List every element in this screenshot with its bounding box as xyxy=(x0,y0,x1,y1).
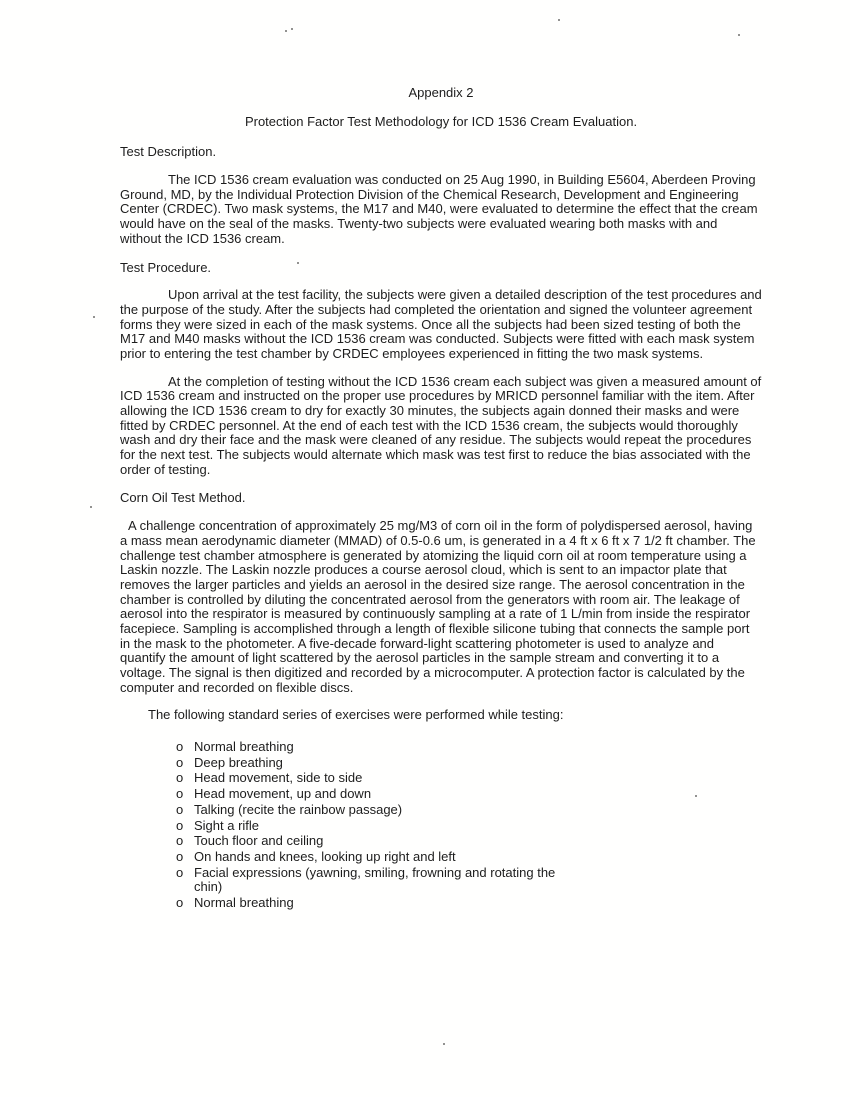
list-bullet: o xyxy=(176,739,184,755)
corn-oil-paragraph: A challenge concentration of approximately 25 mg/M3 of corn oil in the form of polydispersed aerosol, having a mass mean aerodynamic diameter (MMAD) of 0.5-0.6 um, is generated in a 4 ft x 6 ft x 7 1/2 ft chamber. The challenge test chamber atmosphere is generated by atomizing the liquid corn oil at room temperature using a Laskin nozzle. The Laskin nozzle produces a course aerosol cloud, which is sent to an impactor plate that removes the larger particles and yields an aerosol in the desired size range. The aerosol concentration in the chamber is controlled by diluting the concentrated aerosol from the generators with room air. The leakage of aerosol into the respirator is measured by continuously sampling at a rate of 1 L/min from inside the respirator facepiece. Sampling is accomplished through a length of flexible silicone tubing that connects the sample port in the mask to the photometer. A five-decade forward-light scattering photometer is used to analyze and quantify the amount of light scattered by the aerosol particles in the sample stream and converting it to a voltage. The signal is then digitized and recorded by a microcomputer. A protection factor is calculated by the computer and recorded on flexible discs. xyxy=(120,518,756,695)
list-bullet: o xyxy=(176,864,184,880)
exercises-intro: The following standard series of exercises were performed while testing: xyxy=(148,707,564,723)
section-test-description xyxy=(120,145,762,246)
list-item-label: Talking (recite the rainbow passage) xyxy=(194,801,403,817)
scan-speck xyxy=(93,316,95,318)
list-item xyxy=(176,866,558,895)
list-item xyxy=(176,803,558,818)
exercise-list xyxy=(176,740,762,911)
list-item-label: Normal breathing xyxy=(194,894,294,910)
list-bullet: o xyxy=(176,770,184,786)
scan-speck xyxy=(297,262,299,264)
list-item-label: On hands and knees, looking up right and left xyxy=(194,848,456,864)
scan-speck xyxy=(738,34,740,36)
section-heading-test-procedure: Test Procedure. xyxy=(120,259,212,275)
scan-speck xyxy=(558,19,560,21)
list-bullet: o xyxy=(176,894,184,910)
list-item xyxy=(176,756,558,771)
list-item xyxy=(176,819,558,834)
list-bullet: o xyxy=(176,833,184,849)
list-bullet: o xyxy=(176,754,184,770)
scan-speck xyxy=(695,795,697,797)
list-item-label: Deep breathing xyxy=(194,754,283,770)
section-heading-corn-oil: Corn Oil Test Method. xyxy=(120,490,246,506)
scan-speck xyxy=(291,28,293,30)
list-item xyxy=(176,740,558,755)
test-procedure-paragraph-2: At the completion of testing without the ICD 1536 cream each subject was given a measured amount of ICD 1536 cream and instructed on the proper use procedures by MRICD personnel familiar with the item. After allowing the ICD 1536 cream to dry for exactly 30 minutes, the subjects again donned their masks and were fitted by CRDEC personnel. At the end of each test with the ICD 1536 cream, the subjects would thoroughly wash and dry their face and the mask were cleaned of any residue. The subjects would repeat the procedures for the next test. The subjects would alternate which mask was test first to reduce the bias associated with the order of testing. xyxy=(120,373,762,477)
list-bullet: o xyxy=(176,801,184,817)
scan-speck xyxy=(90,506,92,508)
scan-speck xyxy=(285,30,287,32)
list-item-label: Touch floor and ceiling xyxy=(194,833,324,849)
section-corn-oil-test-method xyxy=(120,491,762,910)
appendix-label: Appendix 2 xyxy=(408,85,474,100)
list-item xyxy=(176,896,558,911)
list-item-label: Facial expressions (yawning, smiling, frowning and rotating the chin) xyxy=(194,864,556,895)
section-heading-test-description: Test Description. xyxy=(120,144,217,160)
test-procedure-paragraph-1: Upon arrival at the test facility, the subjects were given a detailed description of the test procedures and the purpose of the study. After the subjects had completed the orientation and signed the volunteer agreement forms they were sized in each of the mask systems. Once all the subjects had been sized testing of both the M17 and M40 masks without the ICD 1536 cream was conducted. Subjects were fitted with each mask system prior to entering the test chamber by CRDEC employees experienced in fitting the two mask systems. xyxy=(120,287,762,361)
list-item-label: Head movement, up and down xyxy=(194,786,372,802)
section-test-procedure xyxy=(120,261,762,478)
list-item xyxy=(176,771,558,786)
list-bullet: o xyxy=(176,786,184,802)
list-item-label: Head movement, side to side xyxy=(194,770,363,786)
list-item xyxy=(176,787,558,802)
list-item-label: Sight a rifle xyxy=(194,817,260,833)
list-item-label: Normal breathing xyxy=(194,739,294,755)
page-title: Protection Factor Test Methodology for ICD 1536 Cream Evaluation. xyxy=(244,113,638,129)
list-bullet: o xyxy=(176,848,184,864)
list-item xyxy=(176,850,558,865)
scan-speck xyxy=(443,1043,445,1045)
test-description-paragraph: The ICD 1536 cream evaluation was conducted on 25 Aug 1990, in Building E5604, Aberdeen Proving Ground, MD, by the Individual Protection Division of the Chemical Research, Development and Engineering Center (CRDEC). Two mask systems, the M17 and M40, were evaluated to determine the effect that the cream would have on the seal of the masks. Twenty-two subjects were evaluated wearing both masks with and without the ICD 1536 cream. xyxy=(120,172,758,246)
list-item xyxy=(176,834,558,849)
list-bullet: o xyxy=(176,817,184,833)
